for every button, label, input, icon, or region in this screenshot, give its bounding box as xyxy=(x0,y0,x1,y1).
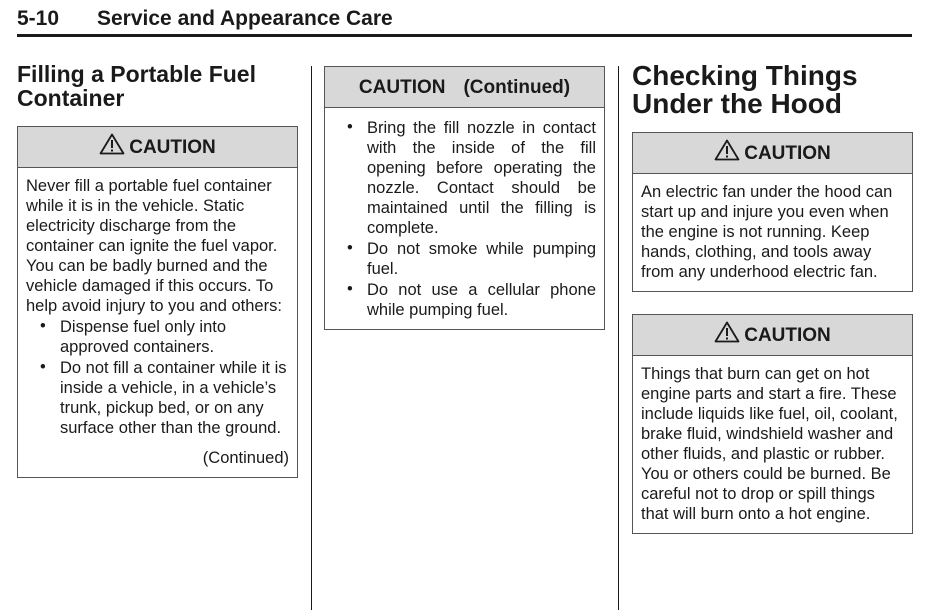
list-item-text: Do not smoke while pumping fuel. xyxy=(367,240,596,278)
list-item-text: Do not fill a container while it is inside a vehicle, in a vehicle’s trunk, pickup bed, or on any surface other than the ground. xyxy=(60,359,287,437)
caution-body xyxy=(633,174,912,291)
caution-box xyxy=(17,126,298,478)
caution-box xyxy=(632,314,913,534)
column-divider xyxy=(618,66,619,610)
caution-label: CAUTION xyxy=(744,143,831,164)
warning-triangle-icon xyxy=(714,317,740,359)
list-item xyxy=(333,118,596,238)
caution-box xyxy=(324,66,605,330)
continued-note: (Continued) xyxy=(202,449,289,467)
caution-header xyxy=(633,315,912,356)
bullet-dot-icon: • xyxy=(40,317,46,335)
caution-body xyxy=(18,168,297,477)
caution-body xyxy=(633,356,912,533)
caution-bullet-list xyxy=(333,118,596,320)
column-divider xyxy=(311,66,312,610)
page-number: 5-10 xyxy=(17,7,60,30)
section-title: Service and Appearance Care xyxy=(97,7,393,30)
caution-label: CAUTION xyxy=(129,137,216,158)
caution-text: Things that burn can get on hot engine parts and start a fire. These include liquids like fuel, oil, coolant, brake fluid, windshield washer and other fluids, and plastic or rubber. You or others could be burned. Be careful not to drop or spill things that will burn onto a hot engine. xyxy=(641,365,898,523)
caution-text: An electric fan under the hood can start up and injure you even when the engine is not running. Keep hands, clothing, and tools away from any underhood electric fan. xyxy=(641,183,893,281)
caution-bullet-list xyxy=(26,317,289,438)
warning-triangle-icon xyxy=(714,135,740,177)
section-heading: Checking Things Under the Hood xyxy=(632,60,858,119)
list-item xyxy=(26,317,289,357)
caution-header xyxy=(633,133,912,174)
list-item-text: Bring the fill nozzle in contact with the inside of the fill opening before operating the nozzle. Contact should be maintained until the filling is complete. xyxy=(367,119,596,237)
list-item xyxy=(26,358,289,438)
caution-body xyxy=(325,108,604,329)
list-item-text: Do not use a cellular phone while pumping fuel. xyxy=(367,281,596,319)
section-heading: Filling a Portable Fuel Container xyxy=(17,61,256,111)
column-1 xyxy=(17,62,298,478)
list-item xyxy=(333,239,596,279)
caution-header xyxy=(18,127,297,168)
bullet-dot-icon: • xyxy=(347,239,353,257)
caution-label: CAUTION xyxy=(358,77,446,98)
bullet-dot-icon: • xyxy=(40,358,46,376)
warning-triangle-icon xyxy=(99,129,125,171)
column-2 xyxy=(324,66,605,330)
list-item-text: Dispense fuel only into approved containers. xyxy=(60,318,227,356)
page-header xyxy=(17,6,912,37)
column-3 xyxy=(632,62,913,534)
caution-header xyxy=(325,67,604,108)
continued-label: (Continued) xyxy=(463,77,571,98)
bullet-dot-icon: • xyxy=(347,280,353,298)
list-item xyxy=(333,280,596,320)
bullet-dot-icon: • xyxy=(347,118,353,136)
caution-text: Never fill a portable fuel container while it is in the vehicle. Static electricity discharge from the container can ignite the fuel vapor. You can be badly burned and the vehicle damaged if this occurs. To help avoid injury to you and others: xyxy=(26,177,282,315)
caution-label: CAUTION xyxy=(744,325,831,346)
caution-box xyxy=(632,132,913,292)
